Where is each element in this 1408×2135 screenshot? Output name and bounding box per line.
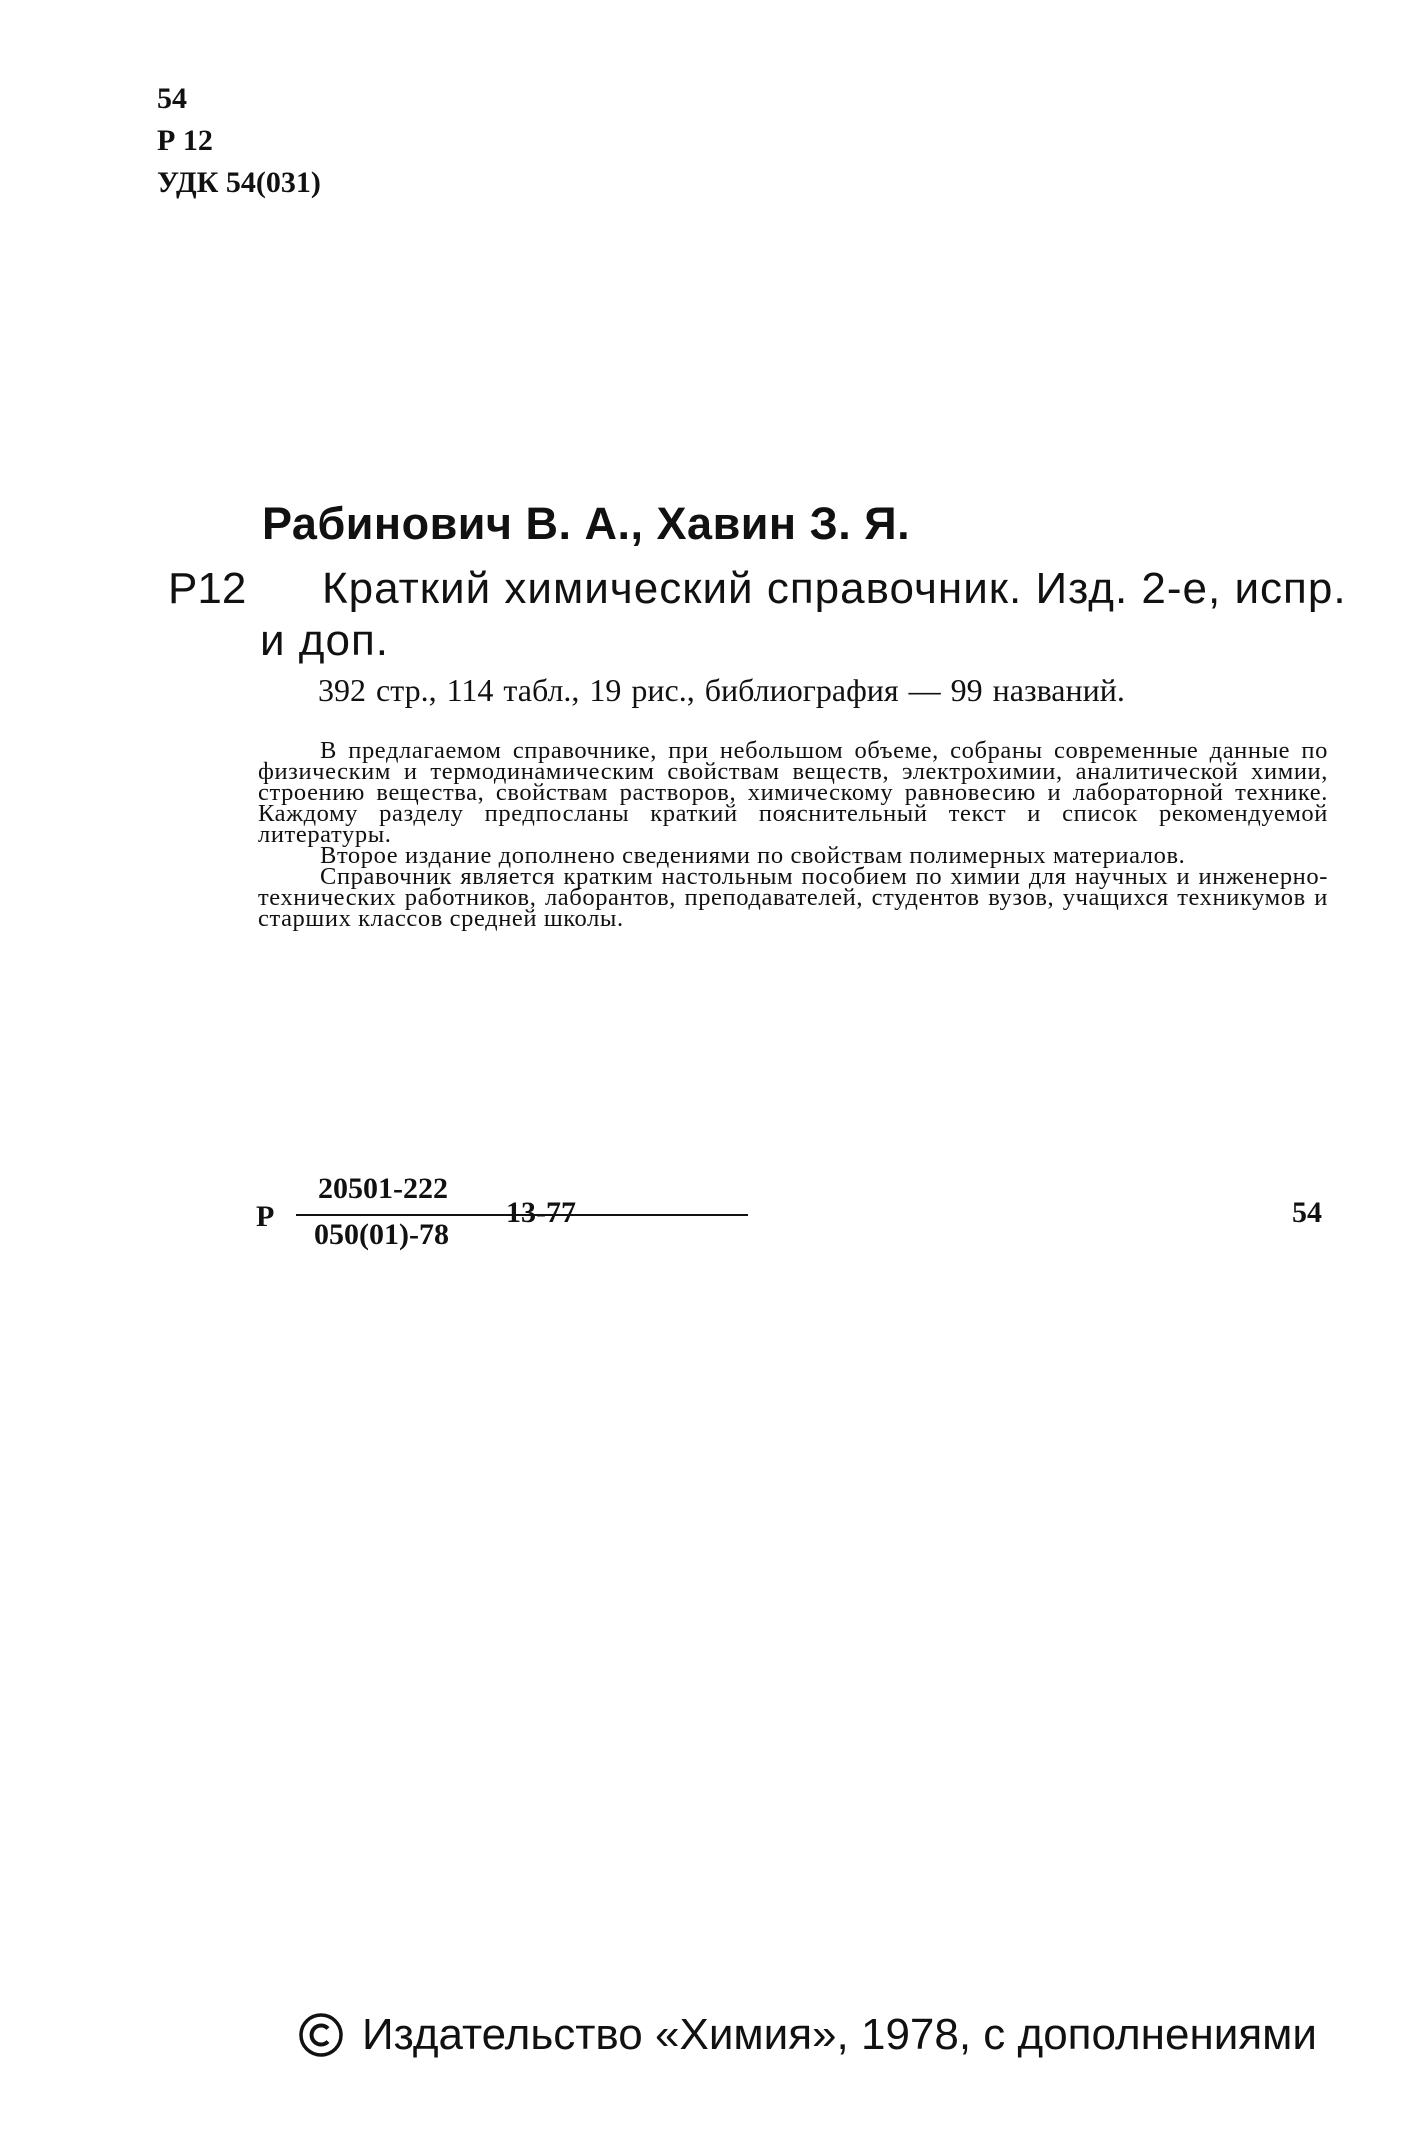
copyright-icon <box>298 2012 344 2058</box>
index-code-letter: Р <box>256 1200 275 1233</box>
index-code <box>256 1172 616 1262</box>
book-title-line-2: и доп. <box>260 616 389 665</box>
classification-line-2: Р 12 <box>157 124 213 157</box>
classification-line-1: 54 <box>157 82 187 115</box>
copyright-text: Издательство «Химия», 1978, с дополнениями <box>362 2010 1317 2059</box>
abstract <box>258 737 1328 932</box>
index-code-numerator: 20501-222 <box>318 1172 448 1205</box>
catalog-code: Р12 <box>168 564 247 613</box>
copyright-line <box>298 2010 1317 2060</box>
udc-code: УДК 54(031) <box>157 166 321 199</box>
index-code-suffix: 13-77 <box>506 1196 576 1229</box>
right-number: 54 <box>1292 1196 1322 1229</box>
abstract-paragraph-2: Второе издание дополнено сведениями по свойствам полимерных материалов. <box>320 842 1186 869</box>
pages-info: 392 стр., 114 табл., 19 рис., библиография — 99 названий. <box>318 672 1125 708</box>
abstract-paragraph-3: Справочник является кратким настольным пособием по химии для научных и инженерно-технических работников, лаборантов, преподавателей, студентов вузов, учащихся техникумов и старших классов средней школы. <box>258 863 1328 932</box>
index-code-denominator: 050(01)-78 <box>314 1218 449 1251</box>
classification-block <box>157 78 321 204</box>
abstract-paragraph-1: В предлагаемом справочнике, при небольшом объеме, собраны современные данные по физическим и термодинамическим свойствам веществ, электрохимии, аналитической химии, строению вещества, свойствам растворов, химическому равновесию и лабораторной технике. Каждому разделу предпосланы краткий пояснительный текст и список рекомендуемой литературы. <box>258 737 1328 848</box>
book-title-line-1: Краткий химический справочник. Изд. 2-е, испр. <box>322 564 1347 613</box>
authors: Рабинович В. А., Хавин З. Я. <box>262 498 911 549</box>
